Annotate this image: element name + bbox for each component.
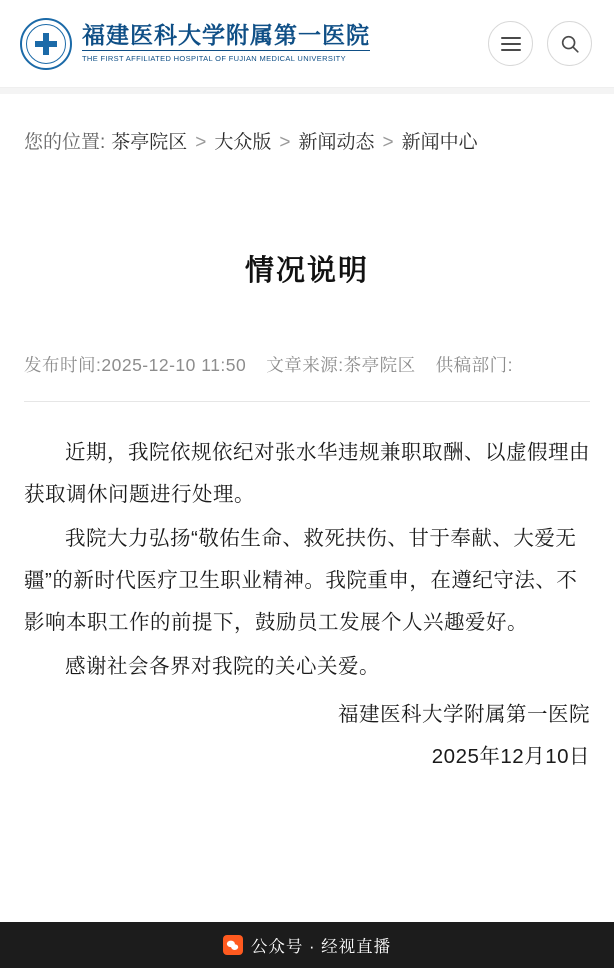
watermark-text: 公众号 · 经视直播 (250, 938, 392, 956)
page-content (0, 94, 614, 778)
hamburger-menu-icon (501, 37, 521, 51)
header-actions (488, 21, 592, 66)
logo-title-en: THE FIRST AFFILIATED HOSPITAL OF FUJIAN MEDICAL UNIVERSITY (82, 50, 370, 65)
menu-button[interactable] (488, 21, 533, 66)
publish-time-label: 发布时间: (24, 355, 102, 376)
search-button[interactable] (547, 21, 592, 66)
breadcrumb (24, 94, 590, 176)
breadcrumb-item-3[interactable]: 新闻中心 (401, 132, 478, 153)
publish-time-value: 2025-12-10 11:50 (101, 355, 247, 376)
source-value: 茶亭院区 (343, 355, 416, 376)
search-icon (559, 33, 581, 55)
article-signature: 福建医科大学附属第一医院 (338, 702, 590, 726)
breadcrumb-item-2[interactable]: 新闻动态 (298, 132, 375, 153)
hospital-emblem-icon (20, 18, 72, 70)
logo-title-cn: 福建医科大学附属第一医院 (82, 21, 370, 48)
article-paragraph: 近期，我院依规依纪对张水华违规兼职取酬、以虚假理由获取调休问题进行处理。 (24, 440, 590, 506)
article-paragraph: 感谢社会各界对我院的关心关爱。 (65, 654, 380, 678)
department-label: 供稿部门: (435, 355, 513, 376)
site-header (0, 0, 614, 88)
wechat-icon (223, 935, 243, 955)
page-title: 情况说明 (244, 255, 369, 288)
article-body (24, 402, 590, 778)
breadcrumb-separator: > (195, 132, 207, 153)
article-paragraph: 我院大力弘扬“敬佑生命、救死扶伤、甘于奉献、大爱无疆”的新时代医疗卫生职业精神。我院重申，在遵纪守法、不影响本职工作的前提下，鼓励员工发展个人兴趣爱好。 (24, 526, 578, 634)
breadcrumb-item-1[interactable]: 大众版 (214, 132, 272, 153)
breadcrumb-separator: > (382, 132, 394, 153)
watermark-bar (0, 922, 614, 968)
article-meta (24, 349, 590, 401)
site-logo[interactable] (20, 18, 488, 70)
source-label: 文章来源: (266, 355, 344, 376)
breadcrumb-item-0[interactable]: 茶亭院区 (111, 132, 188, 153)
breadcrumb-label: 您的位置: (24, 132, 106, 153)
breadcrumb-separator: > (279, 132, 291, 153)
article-sign-date: 2025年12月10日 (431, 744, 590, 768)
